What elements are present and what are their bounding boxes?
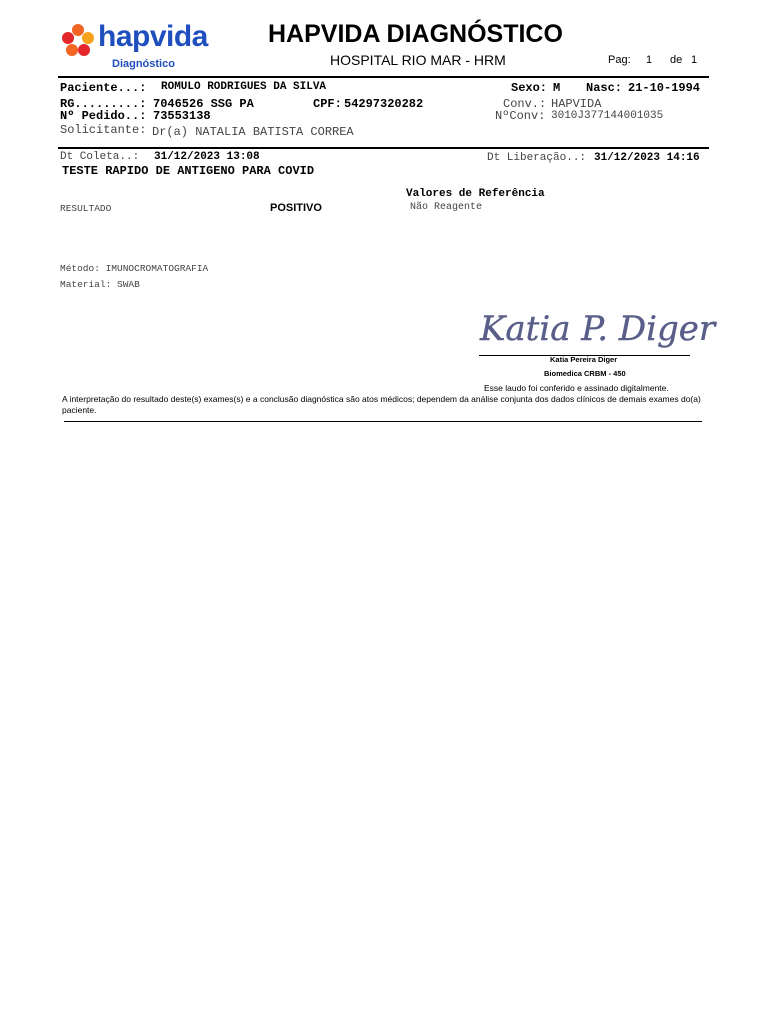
release-label: Dt Liberação..: [487,152,587,164]
conv-value: HAPVIDA [551,97,602,111]
signer-name: Katia Pereira Diger [550,355,618,364]
collect-date: 31/12/2023 13:08 [154,151,260,163]
release-date: 31/12/2023 14:16 [594,152,700,164]
collect-label: Dt Coleta..: [60,151,140,163]
material-text: Material: SWAB [60,279,140,290]
cpf-value: 54297320282 [344,97,424,111]
nconv-value: 3010J377144001035 [551,110,664,122]
patient-name-label: Paciente...: [60,81,147,95]
hospital-name: HOSPITAL RIO MAR - HRM [330,52,506,68]
sex-value: M [553,81,561,95]
exam-name: TESTE RAPIDO DE ANTIGENO PARA COVID [62,164,315,178]
page-current: 1 [646,54,653,66]
method-text: Método: IMUNOCROMATOGRAFIA [60,263,209,274]
sex-label: Sexo: [511,81,548,95]
hapvida-logo [60,20,220,74]
handwritten-signature [476,298,716,354]
patient-name: ROMULO RODRIGUES DA SILVA [161,81,327,93]
rg-label: RG.........: [60,97,147,111]
svg-text:Katia P. Diger: Katia P. Diger [480,309,716,349]
order-label: Nº Pedido..: [60,109,147,123]
page-title: HAPVIDA DIAGNÓSTICO [268,20,563,48]
requester-label: Solicitante: [60,123,147,137]
patient-divider [58,147,709,149]
footer-divider [64,421,702,422]
result-label: RESULTADO [60,203,112,214]
medical-disclaimer: A interpretação do resultado deste(s) exames(s) e a conclusão diagnóstica são atos médicos; dependem da análise conjunta dos dados clínicos de demais exames do(a) paciente. [62,394,701,415]
rg-value: 7046526 SSG PA [153,97,254,111]
reference-value: Não Reagente [410,202,483,213]
page-label: Pag: [608,54,631,66]
cpf-label: CPF: [313,97,342,111]
logo-subtitle: Diagnóstico [112,58,175,70]
conv-label: Conv.: [503,97,547,111]
requester-value: Dr(a) NATALIA BATISTA CORREA [152,125,354,139]
header-divider [58,76,709,78]
result-value: POSITIVO [270,202,322,214]
logo-wordmark: hapvida [98,20,208,53]
order-value: 73553138 [153,109,211,123]
page-total: 1 [691,54,698,66]
flower-icon [60,22,96,58]
birth-value: 21-10-1994 [628,81,701,95]
signer-role: Biomedica CRBM - 450 [544,369,626,378]
reference-header: Valores de Referência [406,188,545,200]
birth-label: Nasc: [586,81,623,95]
digital-signature-note: Esse laudo foi conferido e assinado digitalmente. [484,383,669,393]
page-of-label: de [670,54,683,66]
nconv-label: NºConv: [495,109,546,123]
